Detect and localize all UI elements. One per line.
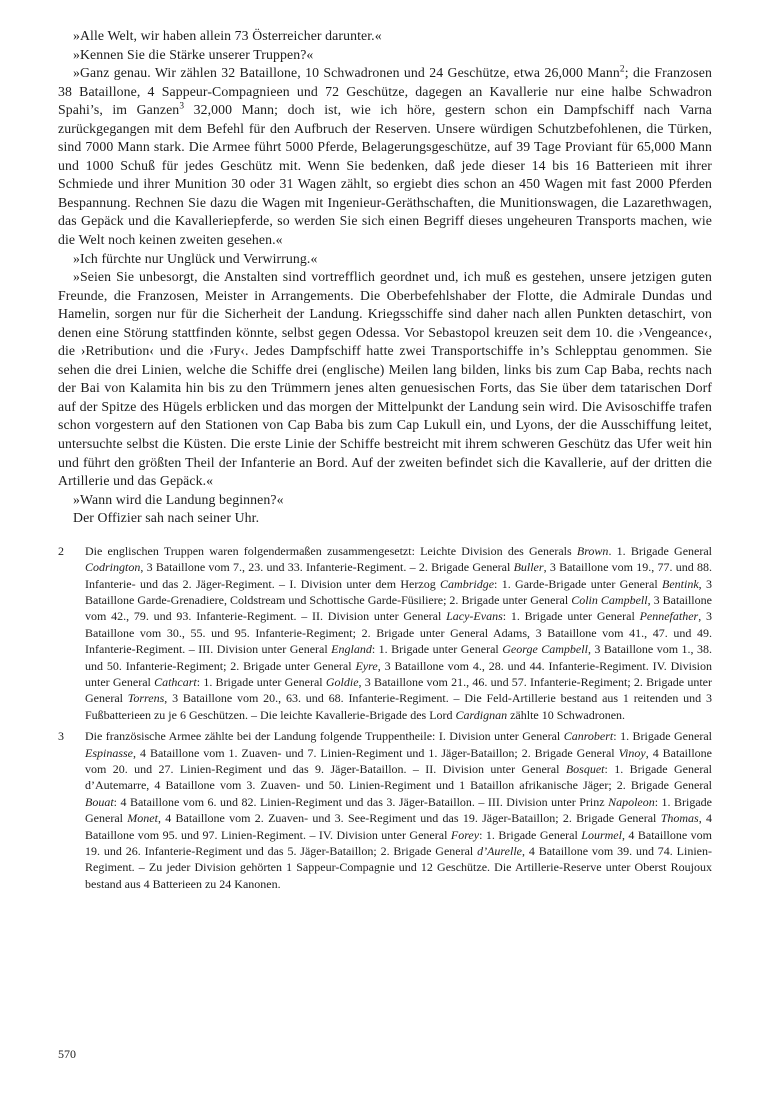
text-run: : 4 Bataillone vom 6. und 82. Linien-Regiment und das 3. Jäger-Bataillon. – III. Division unter Prinz — [113, 794, 609, 809]
proper-name-italic: Brown — [576, 543, 609, 558]
proper-name-italic: Cambridge — [440, 576, 495, 591]
text-run: : 1. Brigade unter General — [371, 642, 503, 657]
proper-name-italic: Espinasse — [85, 745, 133, 760]
text-run: , 4 Bataillone vom 1. Zuaven- und 7. Linien-Regiment und 1. Jäger-Bataillon; 2. Brigade General — [133, 745, 619, 760]
paragraph-dialog-2 — [58, 46, 712, 65]
paragraph-dialog-5 — [58, 268, 712, 491]
footnote-text — [85, 544, 712, 722]
text-run: , 4 Bataillone vom 95. und 97. Linien-Regiment. – IV. Division unter General — [85, 811, 713, 842]
proper-name-italic: England — [331, 642, 372, 657]
text-run: ; die Franzosen 38 Bataillone, 4 Sappeur-Compagnieen und 72 Geschütze, dagegen an Kavallerie nur eine halbe Schwadron Spahi’s, im Ganzen — [58, 65, 712, 118]
text-run: : 1. Brigade unter General — [502, 609, 640, 624]
text-run: , 3 Bataillone vom 30., 55. und 95. Infanterie-Regiment; 2. Brigade unter General Adams, 3 Bataillone vom 41., 47. und 49. Infanterie-Regiment. – III. Division unter General — [85, 609, 713, 657]
text-run: , 3 Bataillone vom 7., 23. und 33. Infanterie-Regiment. – 2. Brigade General — [140, 560, 514, 575]
proper-name-italic: Lacy-Evans — [446, 609, 503, 624]
footnote-reference: 2 — [619, 64, 625, 75]
text-run: »Alle Welt, wir haben allein 73 Österreicher darunter.« — [73, 28, 382, 43]
proper-name-italic: Eyre — [355, 658, 378, 673]
proper-name-italic: George Campbell — [502, 642, 588, 657]
proper-name-italic: Colin Campbell — [571, 592, 648, 607]
footnote-3 — [58, 728, 712, 892]
main-text — [58, 27, 712, 528]
text-run: 32,000 Mann; doch ist, wie ich höre, gestern schon ein Dampfschiff nach Varna zurückgegangen mit dem Befehl für den Aufbruch der Reserven. Unsere würdigen Schutzbefohlenen, die Türken, sind 7000 Mann stark. Die Armee führt 5000 Pferde, Belagerungsgeschütze, auf 39 Tage Proviant für 65,000 Mann und 1000 Schuß für jedes Geschütz mit. Wenn Sie bedenken, daß jede dieser 14 bis 16 Batterieen mit ihrer Schmiede und ihrer Munition 30 oder 31 Wagen zählt, so ergiebt dies schon an 450 Wagen mit fast 2000 Pferden Bespannung. Rechnen Sie dazu die Wagen mit Ingenieur-Geräthschaften, die Munitionswagen, die Lazarethwagen, das Gepäck und die Kavalleriepferde, so werden Sie sich einen Begriff dieses ungeheuren Transports machen, wie die Welt noch keinen zweiten gesehen.« — [58, 102, 712, 248]
proper-name-italic: Bentink — [662, 576, 699, 591]
text-run: : 1. Brigade unter General — [196, 675, 326, 690]
proper-name-italic: Canrobert — [563, 729, 614, 744]
proper-name-italic: Bouat — [85, 794, 114, 809]
text-run: , 3 Bataillone vom 19., 77. und 88. Infanterie- und das 2. Jäger-Regiment. – I. Division unter dem Herzog — [85, 560, 712, 591]
text-run: »Ganz genau. Wir zählen 32 Bataillone, 10 Schwadronen und 24 Geschütze, etwa 26,000 Mann — [73, 65, 620, 81]
proper-name-italic: Cardignan — [455, 707, 508, 722]
text-run: , 3 Bataillone vom 21., 46. und 57. Infanterie-Regiment; 2. Brigade unter General — [85, 675, 712, 706]
proper-name-italic: Bosquet — [565, 762, 605, 777]
proper-name-italic: Monet — [127, 811, 158, 826]
text-run: zählte 10 Schwadronen. — [507, 707, 626, 722]
text-run: , 4 Bataillone vom 39. und 74. Linien-Regiment. – Zu jeder Division gehörten 1 Sappeur-Compagnie und 12 Geschütze. Die Artillerie-Reserve unter Oberst Roujoux bestand aus 4 Batterieen zu 24 Kanonen. — [85, 844, 712, 891]
text-run: Die französische Armee zählte bei der Landung folgende Truppentheile: I. Division unter General — [85, 729, 564, 744]
paragraph-dialog-1 — [58, 27, 712, 46]
text-run: , 4 Bataillone vom 19. und 26. Infanterie-Regiment und das 5. Jäger-Bataillon; 2. Brigade General — [85, 827, 712, 859]
text-run: : 1. Brigade General — [85, 794, 713, 826]
text-run: »Ich fürchte nur Unglück und Verwirrung.« — [73, 250, 318, 266]
text-run: , 4 Bataillone vom 20. und 27. Linien-Regiment und das 9. Jäger-Bataillon. – II. Division unter General — [85, 745, 712, 777]
proper-name-italic: Torrens — [127, 691, 165, 706]
text-run: : 1. Brigade General — [613, 729, 712, 744]
proper-name-italic: Lourmel — [581, 827, 622, 842]
proper-name-italic: Forey — [450, 827, 480, 842]
proper-name-italic: Pennefather — [639, 609, 699, 624]
text-run: Der Offizier sah nach seiner Uhr. — [73, 510, 260, 526]
text-run: Die englischen Truppen waren folgendermaßen zusammengesetzt: Leichte Division des Generals — [85, 543, 577, 558]
text-run: »Wann wird die Landung beginnen?« — [73, 491, 284, 507]
text-run: . 1. Brigade General — [608, 543, 713, 558]
footnote-text — [85, 729, 712, 891]
proper-name-italic: Thomas — [660, 811, 699, 826]
paragraph-narration — [58, 509, 712, 528]
text-run: , 4 Bataillone vom 2. Zuaven- und 3. See-Regiment und das 19. Jäger-Bataillon; 2. Brigade General — [157, 811, 661, 826]
proper-name-italic: Napoleon — [608, 794, 655, 809]
text-run: : 1. Garde-Brigade unter General — [494, 576, 662, 591]
text-run: : 1. Brigade General — [479, 827, 582, 842]
paragraph-dialog-6 — [58, 491, 712, 510]
text-run: , 3 Bataillone vom 42., 79. und 93. Infanterie-Regiment. – II. Division unter General — [85, 592, 712, 624]
page-number: 570 — [58, 1047, 76, 1061]
footnote-2 — [58, 543, 712, 723]
proper-name-italic: d’Aurelle — [477, 844, 522, 859]
footnote-marker: 3 — [58, 729, 64, 744]
page-content — [58, 27, 712, 892]
proper-name-italic: Goldie — [325, 675, 359, 690]
paragraph-dialog-4 — [58, 250, 712, 269]
proper-name-italic: Codrington — [85, 560, 141, 575]
proper-name-italic: Cathcart — [154, 675, 197, 690]
text-run: »Seien Sie unbesorgt, die Anstalten sind vortrefflich geordnet und, ich muß es gestehen, unsere jetzigen guten Freunde, die Franzosen, Meister in Arrangements. Die Oberbefehlshaber der Flotte, die Admirale Dundas und Hamelin, sorgen nur für die Sicherheit der Landung. Kriegsschiffe sind daher nach allen Punkten detaschirt, von denen eine Störung stattfinden könnte, selbst gegen Odessa. Vor Sebastopol kreuzen seit dem 10. die ›Vengeance‹, die ›Retribution‹ und die ›Fury‹. Jedes Dampfschiff hatte zwei Transportschiffe in’s Schlepptau genommen. Sie sehen die drei Linien, welche die Schiffe drei (englische) Meilen lang bilden, links bis zum Cap Baba, rechts nach der Bai von Kalamita hin bis zu den Trümmern jenes alten genuesischen Forts, das Sie über dem tatarischen Dorf auf der Spitze des Hügels erblicken und das morgen der Mittelpunkt der Landung sein wird. Die Avisoschiffe trafen schon vorgestern auf den Stationen von Cap Baba bis zum Cap Lukull ein, und Lyons, der die Ausschiffung leitet, untersuchte selbst die Küsten. Die erste Linie der Schiffe bestreicht mit ihrem schweren Geschütz das Ufer weit hin und führt den größten Theil der Infanterie an Bord. Auf der zweiten befindet sich die Kavallerie, auf der dritten die Artillerie und das Gepäck.« — [58, 269, 712, 489]
text-run: »Kennen Sie die Stärke unserer Truppen?« — [73, 46, 314, 62]
proper-name-italic: Buller — [513, 560, 544, 575]
text-run: , 3 Bataillone vom 20., 63. und 68. Infanterie-Regiment. – Die Feld-Artillerie bestand aus 1 reitenden und 3 Fußbatterieen zu je 6 Geschützen. – Die leichte Kavallerie-Brigade des Lord — [85, 691, 712, 722]
paragraph-dialog-3 — [58, 64, 712, 249]
text-run: , 3 Bataillone vom 1., 38. und 50. Infanterie-Regiment; 2. Brigade unter General — [85, 642, 713, 673]
footnote-marker: 2 — [58, 543, 64, 558]
text-run: : 1. Brigade General d’Autemarre, 4 Bataillone vom 3. Zuaven- und 50. Linien-Regiment und 1 Bataillon afrikanische Jäger; 2. Brigade General — [85, 762, 712, 793]
footnote-section — [58, 543, 712, 893]
proper-name-italic: Vinoy — [618, 745, 646, 760]
footnote-reference: 3 — [179, 101, 185, 112]
text-run: , 3 Bataillone vom 4., 28. und 44. Infanterie-Regiment. IV. Division unter General — [85, 658, 712, 690]
text-run: , 3 Bataillone Garde-Grenadiere, Coldstream und Schottische Garde-Füsiliere; 2. Brigade unter General — [85, 576, 712, 607]
